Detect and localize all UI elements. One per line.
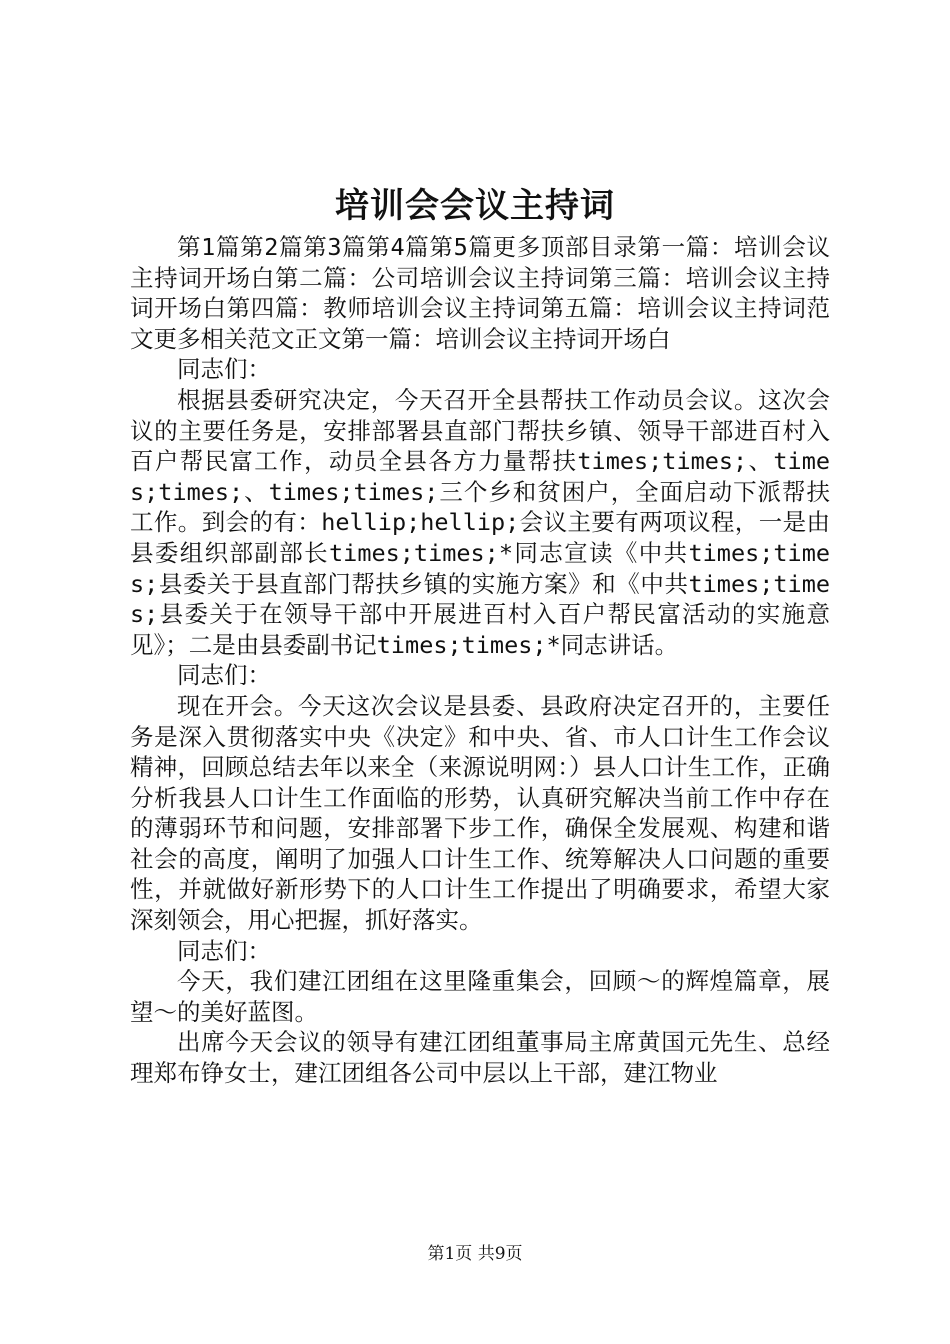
paragraph-toc: 第1篇第2篇第3篇第4篇第5篇更多顶部目录第一篇：培训会议主持词开场白第二篇：公司培训会议主持词第三篇：培训会议主持词开场白第四篇：教师培训会议主持词第五篇：培训会议主持词范文更多相关范文正文第一篇：培训会议主持词开场白 bbox=[130, 233, 830, 353]
page-footer: 第1页 共9页 bbox=[427, 1244, 523, 1264]
paragraph-body: 根据县委研究决定，今天召开全县帮扶工作动员会议。这次会议的主要任务是，安排部署县直部门帮扶乡镇、领导干部进百村入百户帮民富工作，动员全县各方力量帮扶times;times;、times;times;、times;times;三个乡和贫困户，全面启动下派帮扶工作。到会的有：hellip;hellip;会议主要有两项议程，一是由县委组织部副部长times;times;*同志宣读《中共times;times;县委关于县直部门帮扶乡镇的实施方案》和《中共times;times;县委关于在领导干部中开展进百村入百户帮民富活动的实施意见》；二是由县委副书记times;times;*同志讲话。 bbox=[130, 385, 830, 659]
paragraph-salutation: 同志们： bbox=[177, 936, 271, 965]
paragraph-body: 出席今天会议的领导有建江团组董事局主席黄国元先生、总经理郑布铮女士，建江团组各公司中层以上干部，建江物业 bbox=[130, 1028, 830, 1088]
paragraph-salutation: 同志们： bbox=[177, 355, 271, 384]
document-title: 培训会会议主持词 bbox=[335, 186, 615, 226]
paragraph-salutation: 同志们： bbox=[177, 661, 271, 690]
paragraph-body: 现在开会。今天这次会议是县委、县政府决定召开的，主要任务是深入贯彻落实中央《决定》和中央、省、市人口计生工作会议精神，回顾总结去年以来全（来源说明网：）县人口计生工作，正确分析我县人口计生工作面临的形势，认真研究解决当前工作中存在的薄弱环节和问题，安排部署下步工作，确保全发展观、构建和谐社会的高度，阐明了加强人口计生工作、统筹解决人口问题的重要性，并就做好新形势下的人口计生工作提出了明确要求，希望大家深刻领会，用心把握，抓好落实。 bbox=[130, 691, 830, 935]
document-body bbox=[130, 232, 830, 1089]
paragraph-body: 今天，我们建江团组在这里隆重集会，回顾～的辉煌篇章，展望～的美好蓝图。 bbox=[130, 967, 830, 1026]
